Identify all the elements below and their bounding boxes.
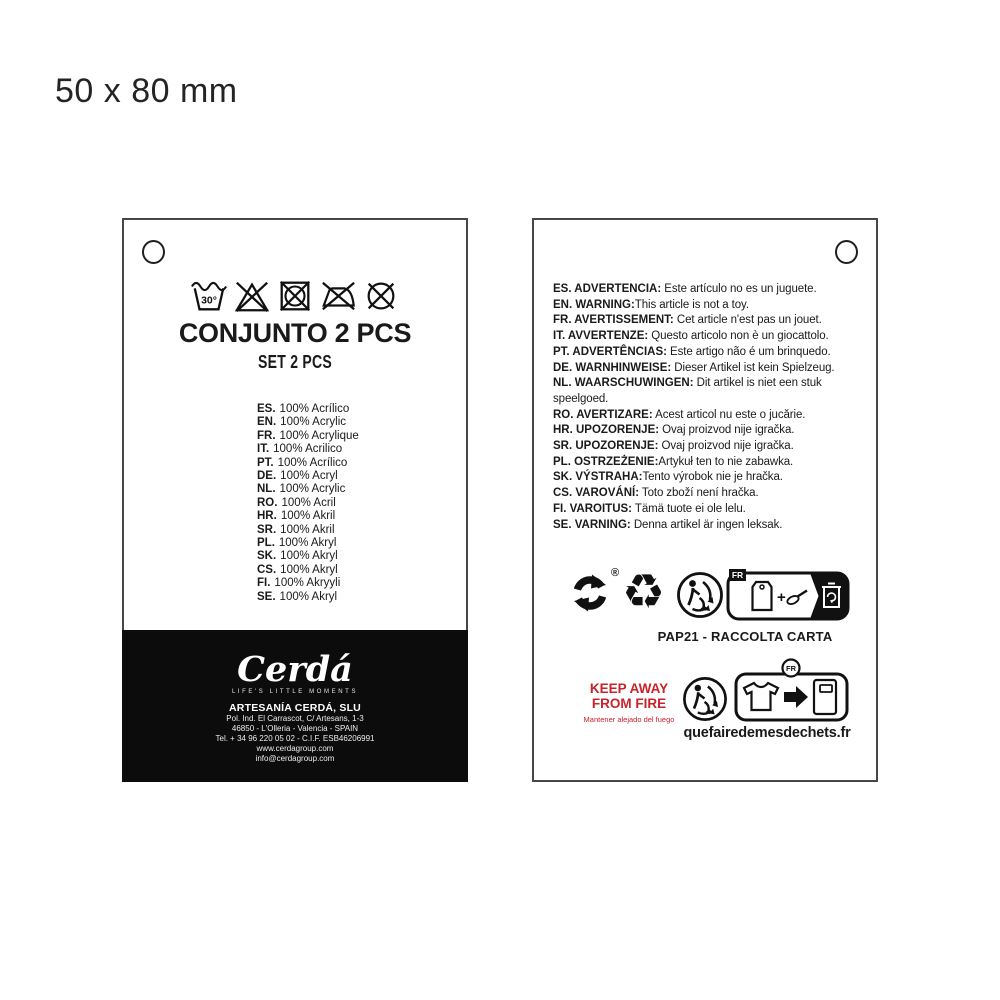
composition-value: 100% Akryl: [278, 537, 337, 550]
composition-lang-code: EN.: [257, 416, 277, 429]
composition-list: [257, 403, 359, 604]
warning-text: Toto zboží není hračka.: [639, 487, 759, 500]
warning-line: [553, 345, 869, 361]
composition-value: 100% Akril: [280, 523, 335, 536]
warning-line: [553, 518, 869, 534]
do-not-dry-clean-icon: [362, 277, 400, 315]
composition-line: [257, 564, 359, 577]
composition-line: [257, 483, 359, 496]
composition-lang-code: FI.: [257, 577, 271, 590]
warning-text: This article is not a toy.: [634, 298, 749, 311]
composition-lang-code: CS.: [257, 563, 277, 576]
warning-prefix: FR. AVERTISSEMENT:: [553, 314, 674, 327]
do-not-tumble-dry-icon: [276, 277, 314, 315]
composition-value: 100% Acrilico: [273, 443, 343, 456]
warning-line: [553, 329, 869, 345]
warning-prefix: IT. AVVERTENZE:: [553, 330, 649, 343]
warning-prefix: FI. VAROITUS:: [553, 502, 633, 515]
plus-sign: +: [777, 589, 786, 606]
fire-warning-line1: KEEP AWAY: [589, 681, 669, 696]
punch-hole-icon: [835, 240, 858, 264]
green-dot-icon: [570, 573, 610, 613]
composition-lang-code: ES.: [257, 403, 276, 415]
composition-line: [257, 430, 359, 443]
warning-prefix: SK. VÝSTRAHA:: [553, 471, 643, 484]
composition-lang-code: PL.: [257, 537, 275, 550]
front-tag: [122, 218, 468, 782]
product-subtitle: SET 2 PCS: [258, 352, 332, 372]
back-tag: [532, 218, 878, 782]
warning-line: [553, 282, 869, 298]
composition-value: 100% Acrílico: [277, 456, 348, 469]
product-title: CONJUNTO 2 PCS: [178, 318, 412, 348]
warning-prefix: EN. WARNING:: [553, 298, 635, 311]
composition-value: 100% Acrylic: [280, 416, 347, 429]
address-line: Pol. Ind. El Carrascot, C/ Artesans, 1-3: [226, 714, 364, 723]
address-line: www.cerdagroup.com: [256, 744, 334, 753]
do-not-iron-icon: [319, 277, 357, 315]
composition-lang-code: IT.: [257, 443, 270, 456]
fire-warning-line2: FROM FIRE: [591, 696, 667, 711]
address-line: Tel. + 34 96 220 05 02 - C.I.F. ESB46206991: [215, 734, 375, 743]
warning-line: [553, 455, 869, 471]
warning-text: Questo articolo non è un giocattolo.: [648, 330, 829, 343]
warning-prefix: PT. ADVERTÊNCIAS:: [553, 345, 667, 358]
warning-line: [553, 423, 869, 439]
composition-value: 100% Acryl: [280, 470, 338, 483]
composition-line: [257, 457, 359, 470]
composition-lang-code: DE.: [257, 470, 277, 483]
composition-value: 100% Akryl: [280, 550, 338, 563]
composition-value: 100% Akryl: [280, 563, 338, 576]
company-name: ARTESANÍA CERDÁ, SLU: [229, 702, 361, 714]
warning-line: [553, 361, 869, 377]
composition-lang-code: PT.: [257, 456, 274, 469]
composition-line: [257, 416, 359, 429]
warning-text: Acest articol nu este o jucărie.: [652, 408, 806, 421]
warning-prefix: ES. ADVERTENCIA:: [553, 283, 662, 295]
fr-badge-label: FR: [786, 664, 796, 673]
composition-line: [257, 524, 359, 537]
composition-line: [257, 443, 359, 456]
punch-hole-icon: [142, 240, 165, 264]
warning-prefix: DE. WARNHINWEISE:: [553, 361, 672, 374]
warning-line: [553, 313, 869, 329]
warning-prefix: PL. OSTRZEŻENIE:: [553, 455, 659, 468]
warning-text: Artykuł ten to nie zabawka.: [658, 455, 794, 468]
care-symbols-row: [124, 277, 466, 315]
size-label: 50 x 80 mm: [55, 72, 238, 110]
fire-warning-subtext: Mantener alejado del fuego: [583, 715, 675, 724]
composition-line: [257, 577, 359, 590]
warning-text: Denna artikel är ingen leksak.: [630, 518, 783, 531]
recycling-loop-icon: ♻: [622, 564, 666, 620]
composition-lang-code: SK.: [257, 550, 277, 563]
warning-text: Ovaj proizvod nije igračka.: [658, 440, 794, 453]
warning-prefix: CS. VAROVÁNÍ:: [553, 487, 640, 500]
composition-value: 100% Acrylique: [279, 429, 359, 442]
composition-lang-code: NL.: [257, 483, 276, 496]
warning-prefix: RO. AVERTIZARE:: [553, 408, 653, 421]
composition-value: 100% Akryl: [279, 590, 338, 603]
wash-30-icon: [190, 277, 228, 315]
do-not-bleach-icon: [233, 277, 271, 315]
warning-prefix: SR. UPOZORENJE:: [553, 440, 659, 453]
composition-line: [257, 510, 359, 523]
triman-icon: [676, 571, 724, 619]
composition-lang-code: FR.: [257, 429, 276, 442]
warning-line: [553, 439, 869, 455]
composition-lang-code: SE.: [257, 590, 276, 603]
fr-badge-label: FR: [731, 570, 744, 580]
cerda-tagline: LIFE'S LITTLE MOMENTS: [231, 689, 359, 695]
warning-line: [553, 502, 869, 518]
warning-line: [553, 298, 869, 314]
address-line: info@cerdagroup.com: [255, 754, 335, 763]
paper-sorting-badge: [726, 569, 850, 621]
warning-text: Este artigo não é um brinquedo.: [666, 345, 831, 358]
warning-prefix: NL. WAARSCHUWINGEN:: [553, 377, 694, 390]
warning-text: Dit artikel is niet een stuk speelgoed.: [553, 377, 822, 405]
composition-lang-code: HR.: [257, 510, 277, 523]
warning-text: Tämä tuote ei ole lelu.: [632, 502, 746, 515]
svg-text:30°: 30°: [201, 295, 217, 307]
composition-line: [257, 591, 359, 604]
composition-line: [257, 550, 359, 563]
warning-line: [553, 470, 869, 486]
pap-code-label: PAP21 - RACCOLTA CARTA: [657, 629, 833, 644]
composition-value: 100% Akril: [280, 510, 336, 523]
composition-line: [257, 470, 359, 483]
warning-text: Dieser Artikel ist kein Spielzeug.: [671, 361, 835, 374]
warning-line: [553, 408, 869, 424]
composition-value: 100% Acrílico: [279, 403, 350, 415]
composition-line: [257, 403, 359, 416]
brand-block: [122, 630, 468, 782]
warning-line: [553, 486, 869, 502]
composition-value: 100% Acril: [281, 496, 336, 509]
warnings-list: [553, 282, 869, 533]
composition-lang-code: SR.: [257, 523, 277, 536]
composition-value: 100% Akryyli: [274, 577, 341, 590]
composition-lang-code: RO.: [257, 496, 278, 509]
composition-line: [257, 497, 359, 510]
company-address: [122, 714, 468, 764]
address-line: 46850 - L'Olleria - Valencia - SPAIN: [231, 724, 359, 733]
textile-sorting-badge: [734, 658, 849, 724]
warning-text: Tento výrobok nie je hračka.: [642, 471, 783, 484]
triman-icon: [682, 676, 728, 722]
warning-line: [553, 376, 869, 407]
cerda-logo: Cerdá: [237, 649, 353, 690]
composition-value: 100% Acrylic: [279, 483, 346, 496]
fire-warning: [562, 681, 696, 724]
warning-prefix: SE. VARNING:: [553, 518, 631, 531]
composition-line: [257, 537, 359, 550]
warning-text: Cet article n'est pas un jouet.: [673, 314, 822, 327]
warning-text: Este artículo no es un juguete.: [661, 283, 817, 295]
warning-text: Ovaj proizvod nije igračka.: [659, 424, 795, 437]
warning-prefix: HR. UPOZORENJE:: [553, 424, 660, 437]
registered-trademark-icon: ®: [611, 567, 620, 579]
sorting-info-url: quefairedemesdechets.fr: [683, 725, 851, 741]
